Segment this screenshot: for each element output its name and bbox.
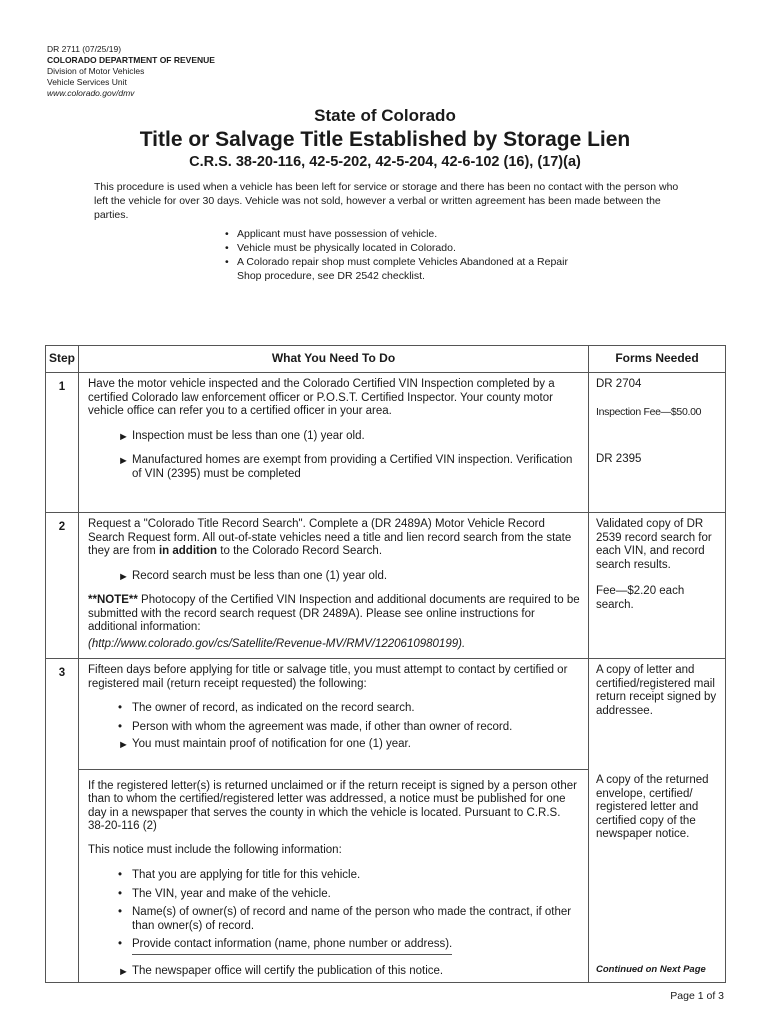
department-name: COLORADO DEPARTMENT OF REVENUE xyxy=(47,55,215,65)
form-dr-2395: DR 2395 xyxy=(596,453,642,465)
step-number: 2 xyxy=(46,513,79,659)
form-dr-2539: Validated copy of DR 2539 record search for each VIN, and record search results. xyxy=(596,518,712,571)
arrow-right-icon: ► xyxy=(118,455,129,467)
requirement-item: • Vehicle must be physically located in Colorado. xyxy=(223,241,583,255)
unit-name: Vehicle Services Unit xyxy=(47,77,127,87)
arrow-right-icon: ► xyxy=(118,570,129,583)
step-2-text: Request a "Colorado Title Record Search". Complete a (DR 2489A) Motor Vehicle Record Search Request form. All out-of-state vehicles need a title and lien record search from the state they are from in addition to the Colorado Record Search. xyxy=(88,518,572,557)
step-2-note-1: ► Record search must be less than one (1) year old. xyxy=(118,569,388,583)
list-item: • Person with whom the agreement was made, if other than owner of record. xyxy=(118,720,513,733)
search-fee: Fee—$2.20 each search. xyxy=(596,585,685,611)
step-1-note-2: ► Manufactured homes are exempt from providing a Certified VIN inspection. Verification of VIN (2395) must be completed xyxy=(118,454,573,480)
arrow-right-icon: ► xyxy=(118,965,129,978)
step-3-instructions xyxy=(79,659,589,983)
form-returned-envelope: A copy of the returned envelope, certified/ registered letter and certified copy of the newspaper notice. xyxy=(596,774,709,840)
table-row-step-1 xyxy=(46,373,726,513)
step-1-note-1: ► Inspection must be less than one (1) year old. xyxy=(118,429,365,443)
continued-note: Continued on Next Page xyxy=(596,963,706,975)
table-header-row xyxy=(46,346,726,373)
step-3-text-2: If the registered letter(s) is returned unclaimed or if the return receipt is signed by a person other than to whom the certified/registered letter was addressed, a notice must be published for one day in a newspaper that serves the county in which the vehicle is located. Pursuant to C.R.S. 38-20-116 (2) xyxy=(88,779,577,832)
step-2-forms xyxy=(589,513,726,659)
steps-table xyxy=(45,345,726,983)
table-row-step-3 xyxy=(46,659,726,983)
step-3-text: Fifteen days before applying for title or salvage title, you must attempt to contact by certified or registered mail (return receipt requested) the following: xyxy=(88,664,568,690)
requirement-item: • A Colorado repair shop must complete Vehicles Abandoned at a Repair Shop procedure, see DR 2542 checklist. xyxy=(223,255,583,283)
list-item: • Name(s) of owner(s) of record and name of the person who made the contract, if other than owner(s) of record. xyxy=(118,906,572,932)
form-dr-2704: DR 2704 xyxy=(596,378,642,390)
step-3-arrow-note: ► You must maintain proof of notification for one (1) year. xyxy=(118,738,411,751)
step-1-text: Have the motor vehicle inspected and the Colorado Certified VIN Inspection completed by a certified Colorado law enforcement officer or P.O.S.T. Certified Inspector. Your county motor vehicle office can refer you to a certified officer in your area. xyxy=(88,378,555,417)
arrow-right-icon: ► xyxy=(118,739,129,751)
header-forms: Forms Needed xyxy=(589,346,726,373)
step-number: 1 xyxy=(46,373,79,513)
step-2-instructions xyxy=(79,513,589,659)
division-name: Division of Motor Vehicles xyxy=(47,66,145,76)
step-3-text-3: This notice must include the following information: xyxy=(88,843,342,856)
statute-reference: C.R.S. 38-20-116, 42-5-202, 42-5-204, 42-6-102 (16), (17)(a) xyxy=(189,154,581,170)
step-3-forms xyxy=(589,659,726,983)
section-divider xyxy=(79,769,588,770)
list-item: • The owner of record, as indicated on the record search. xyxy=(118,702,415,714)
step-1-instructions xyxy=(79,373,589,513)
requirements-list xyxy=(223,227,583,283)
step-1-forms xyxy=(589,373,726,513)
page-number: Page 1 of 3 xyxy=(670,990,724,1002)
requirement-item: • Applicant must have possession of vehicle. xyxy=(223,227,583,241)
form-header xyxy=(47,44,215,99)
step-number: 3 xyxy=(46,659,79,983)
header-what: What You Need To Do xyxy=(79,346,589,373)
website-link[interactable]: www.colorado.gov/dmv xyxy=(47,88,135,98)
arrow-right-icon: ► xyxy=(118,430,129,443)
form-certified-letter: A copy of letter and certified/registered mail return receipt signed by addressee. xyxy=(596,664,717,717)
step-2-note: **NOTE** Photocopy of the Certified VIN Inspection and additional documents are required to be submitted with the record search request (DR 2489A). Please see online instructions for additional information: xyxy=(88,594,580,633)
document-title: Title or Salvage Title Established by Storage Lien xyxy=(139,128,631,151)
inspection-fee: Inspection Fee—$50.00 xyxy=(596,405,702,418)
header-step: Step xyxy=(46,346,79,373)
instructions-link[interactable]: (http://www.colorado.gov/cs/Satellite/Revenue-MV/RMV/1220610980199). xyxy=(88,637,466,650)
intro-paragraph: This procedure is used when a vehicle has been left for service or storage and there has been no contact with the person who left the vehicle for over 30 days. Vehicle was not sold, however a verbal or written agreement has been made between the parties. xyxy=(94,181,679,221)
list-item: • That you are applying for title for this vehicle. xyxy=(118,869,361,881)
form-number: DR 2711 (07/25/19) xyxy=(47,44,122,54)
state-title: State of Colorado xyxy=(314,106,456,125)
step-3-final-note: ► The newspaper office will certify the publication of this notice. xyxy=(118,964,444,978)
list-item: • Provide contact information (name, phone number or address). xyxy=(88,938,580,955)
list-item: • The VIN, year and make of the vehicle. xyxy=(118,887,331,900)
table-row-step-2 xyxy=(46,513,726,659)
